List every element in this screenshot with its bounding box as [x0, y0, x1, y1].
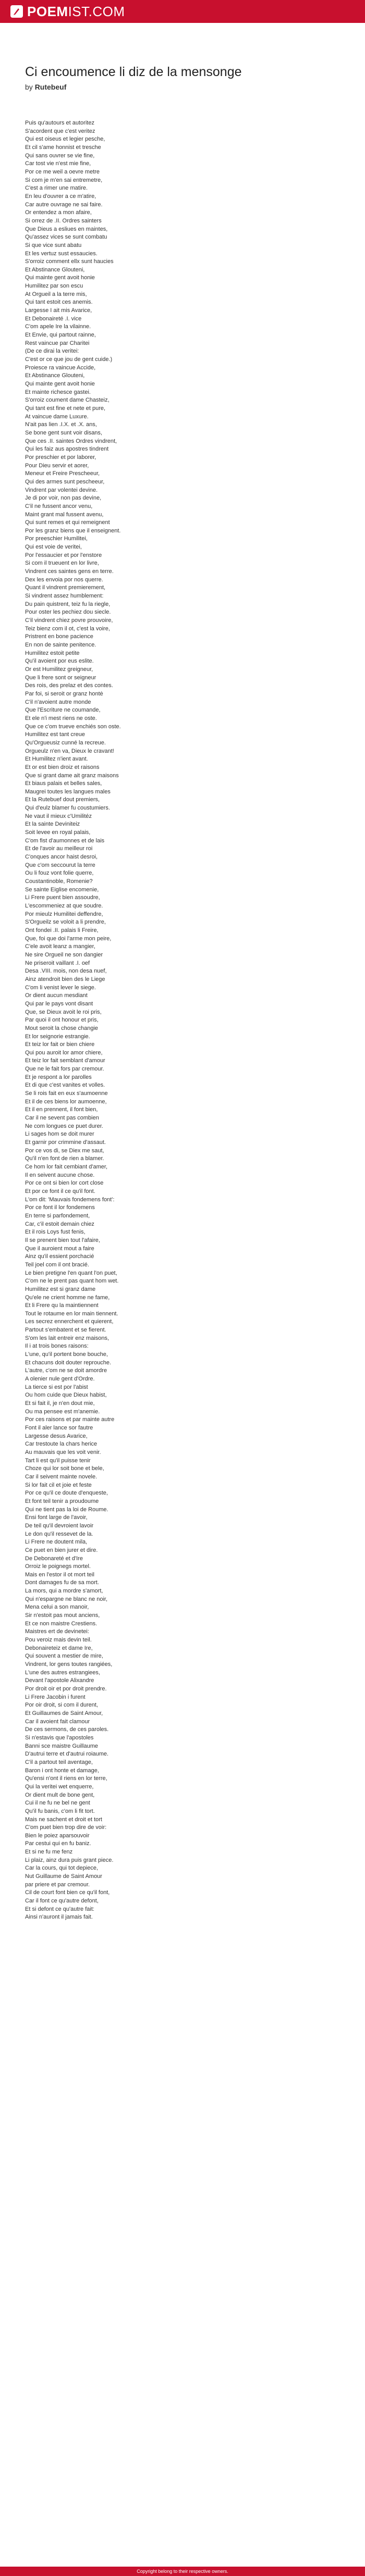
poem-line: Por preschier et por laborer, — [25, 454, 96, 461]
poem-line: Car il avoient fait clamour — [25, 1718, 90, 1725]
poem-line: Les secrez ennerchent et quierent, — [25, 1318, 114, 1325]
poem-line: Il se prenent bien tout l'afaire, — [25, 1237, 100, 1243]
poem-line: C'om puet bien trop dire de voir: — [25, 1824, 107, 1831]
poem-line: Que ne le fait fors par cremour. — [25, 1066, 104, 1073]
poem-line: En non de sainte penitence. — [25, 642, 96, 648]
poem-line: Qui mainte gent avoit honie — [25, 381, 95, 387]
poem-line: Pour oster les pechiez dou siecle. — [25, 609, 111, 616]
poem-line: Choze qui lor soit bone et bele, — [25, 1465, 104, 1472]
poem-line: Cui il ne fu ne bel ne gent — [25, 1800, 90, 1807]
poem-line: Vindrent par volentei devine. — [25, 487, 98, 493]
byline — [25, 83, 340, 91]
poem-line: Qui par le pays vont disant — [25, 1000, 93, 1007]
poem-line: Por l'essaucier et por l'enstore — [25, 552, 102, 558]
poem-line: Qu'il avoient por eus eslite. — [25, 658, 94, 665]
poem-line: Por preeschier Humilitei, — [25, 536, 88, 542]
poem-line: Proiesce ra vaincue Accide, — [25, 364, 96, 371]
poem-line: Et teiz lor fait semblant d'amour — [25, 1057, 105, 1064]
poem-line: S'acordent que c'est veritez — [25, 128, 95, 134]
poem-line: Ce hom lor fait cembiant d'amer, — [25, 1164, 108, 1170]
by-label: by — [25, 83, 33, 91]
poem-line: De teil qu'il devroient lavoir — [25, 1522, 94, 1529]
poem-line: Et si ne fu me fenz — [25, 1849, 73, 1856]
poem-line: Qu'ele ne crient homme ne fame, — [25, 1294, 110, 1301]
poem-line: Ne sire Orgueil ne son dangier — [25, 951, 103, 958]
poem-line: Du pain quistrent, teiz fu la riegle, — [25, 601, 111, 607]
poem-line: Por mieulz Humilitei deffendre, — [25, 911, 103, 917]
logo-light: IST.COM — [68, 3, 125, 19]
poem-line: C'om fist d'aumonnes et de lais — [25, 837, 105, 844]
poem-line: D'autrui terre et d'autrui roiaume. — [25, 1751, 109, 1758]
poem-line: Et Guillaumes de Saint Amour, — [25, 1710, 103, 1716]
poem-line: Qu'Orgueusiz cunné la recreue. — [25, 739, 106, 746]
poem-line: Et font teil tenir a proudoume — [25, 1498, 99, 1504]
poem-line: Humilitez est si granz dame — [25, 1286, 96, 1292]
poem-line: Se sainte Eiglise encomenie, — [25, 886, 99, 893]
poem-line: Por droit oir et por droit prendre. — [25, 1686, 107, 1692]
poem-line: Et di que c'est vanites et volles. — [25, 1082, 105, 1089]
poem-line: Bien le poiez aparsouvoir — [25, 1832, 90, 1839]
poem-line: par priere et par cremour. — [25, 1881, 90, 1888]
poem-line: Coustantinoble, Romenie? — [25, 878, 93, 885]
poem-line: Et ele n'i mest riens ne oste. — [25, 715, 97, 721]
poem-line: Debonaireteiz et dame Ire, — [25, 1645, 93, 1651]
poem-line: Dont damages fu de sa mort. — [25, 1579, 99, 1586]
poem-line: C'il a partout teil aventage, — [25, 1759, 93, 1765]
poem-line: L'une des autres estrangiees, — [25, 1669, 100, 1676]
poem-line: C'om apele Ire la vilainne. — [25, 323, 91, 330]
poem-line: Or dient mult de bone gent, — [25, 1791, 95, 1798]
poem-line: La mors, qui a mordre s'amort, — [25, 1588, 103, 1595]
poem-line: Qui des armes sunt pescheeur, — [25, 478, 105, 485]
poem-line: Ou li fouz vont folie querre, — [25, 870, 94, 877]
poem-line: Et Humilitez n'ient avant. — [25, 756, 88, 763]
poem-line: C'il n'avoient autre monde — [25, 699, 91, 705]
poem-line: Qui ne tient pas la loi de Roume. — [25, 1506, 108, 1513]
poem-line: Et la Rutebuef dout premiers, — [25, 797, 100, 803]
poem-line: C'il ne fussent ancor venu, — [25, 503, 93, 509]
poem-line: Maugrei toutes les langues males — [25, 788, 111, 795]
poem-line: Si orrez de .II. Ordres sainters — [25, 217, 102, 224]
poem-line: Et li Frere qu la maintiennent — [25, 1302, 99, 1309]
poem-line: Qui sunt remes et qui remeignent — [25, 519, 110, 526]
poem-line: Des rois, des prelaz et des contes. — [25, 682, 113, 689]
poem-line: Car il seivent mainte novele. — [25, 1473, 98, 1480]
poem-line: Maistres ert de devinetei: — [25, 1628, 89, 1635]
poem-line: Il i at trois bones raisons: — [25, 1343, 89, 1350]
poem-line: Font il aler lance sor fautre — [25, 1425, 93, 1431]
poem-line: Et de l'avoir au meilleur roi — [25, 845, 93, 852]
poem-line: Et je respont a lor parolles — [25, 1074, 92, 1080]
poem-line: Nut Guillaume de Saint Amour — [25, 1873, 102, 1880]
poem-line: Puis qu'autours et autoritez — [25, 120, 94, 126]
poem-line: Car il ne sevent pas combien — [25, 1115, 99, 1122]
poem-line: C'ele avoit leanz a mangier, — [25, 943, 95, 950]
poem-line: De Debonareté et d'Ire — [25, 1555, 83, 1562]
poem-line: Humilitez estoit petite — [25, 650, 80, 656]
poem-line: Dex les envoia por nos querre. — [25, 576, 103, 583]
poem-line: Ainz atendroit bien des le Liege — [25, 976, 105, 982]
poem-line: Li Frere puent bien assoudre, — [25, 894, 100, 901]
quill-icon[interactable] — [10, 5, 23, 18]
poem-line: Mena celui a son manoir, — [25, 1604, 89, 1611]
poem-line: Se li rois fait en eux s'aumoenne — [25, 1090, 108, 1097]
poem-line: Qui la veritei wet enquerre, — [25, 1783, 94, 1790]
poem-line: Qui tant estoit ces anemis. — [25, 299, 93, 306]
author-link[interactable]: Rutebeuf — [34, 83, 67, 91]
poem-line: Si que vice sunt abatu — [25, 242, 82, 248]
poem-line: Et il en prennent, il font bien, — [25, 1106, 98, 1113]
copyright-text: Copyright belong to their respective owners. — [137, 2569, 228, 2574]
poem-line: Mais en l'estor il ot mort teil — [25, 1571, 94, 1578]
poem-line: (De ce dirai la veritei: — [25, 348, 79, 355]
poem-line: Cil de court font bien ce qu'il font, — [25, 1889, 110, 1896]
poem-line: Li Frere ne doutent mila, — [25, 1539, 88, 1546]
poem-line: Et il de ces biens lor aumoenne, — [25, 1098, 107, 1105]
poem-line: C'om li venist lever le siege. — [25, 984, 96, 991]
poem-line: Et il rois Loys fust fenis, — [25, 1229, 86, 1236]
poem-line: Banni sce maistre Guillaume — [25, 1743, 99, 1749]
poem-line: Qui n'espargne ne blanc ne noir, — [25, 1596, 108, 1602]
poem-line: Et les vertuz sust essaucies. — [25, 250, 98, 257]
poem-line: Car tost vie n'est mie fine, — [25, 160, 91, 167]
poem-line: Li Frere Jacobin i furent — [25, 1694, 86, 1700]
poem-line: Orgueulz n'en va, Dieux le cravant! — [25, 748, 114, 754]
poem-line: Car autre ouvrage ne sai faire. — [25, 201, 103, 208]
poem-line: Por ce ont si bien lor cort close — [25, 1180, 104, 1187]
poem-line: A olenier nule gent d'Ordre. — [25, 1376, 95, 1383]
poem-line: Si com je m'en sai entremetre, — [25, 177, 103, 183]
poem-container — [0, 23, 365, 1922]
poem-line: Sir n'estoit pas mout anciens, — [25, 1612, 100, 1619]
poem-line: Et Debonaireté .I. vice — [25, 315, 82, 322]
poem-line: Por ce me weil a oevre metre — [25, 168, 100, 175]
poem-line: Quant il vindrent premierement, — [25, 584, 106, 591]
poem-line: L'une, qu'il portent bone bouche, — [25, 1351, 108, 1358]
poem-line: Humilitez par son escu — [25, 283, 83, 290]
poem-line: C'est a rimer une matire. — [25, 185, 88, 192]
poem-line: Qu'il fu banis, c'om li fit tort. — [25, 1808, 95, 1814]
poem-line: Qui les faiz aus apostres tindrent — [25, 446, 109, 453]
poem-line: Por ce qu'il ce doute d'enqueste, — [25, 1490, 108, 1497]
poem-line: Et si defont ce qu'autre fait: — [25, 1906, 94, 1912]
poem-line: Et Abstinance Glouteni, — [25, 372, 85, 379]
poem-line: Et si fait il, je n'en dout mie, — [25, 1400, 95, 1407]
site-logo[interactable] — [27, 4, 125, 20]
poem-line: Humilitez est tant creue — [25, 731, 85, 738]
poem-line: Car, c'il estoit demain chiez — [25, 1221, 94, 1227]
poem-line: Le bien pretigne l'en quant l'on puet, — [25, 1270, 117, 1276]
poem-line: Que, foi que doi l'arme mon peire, — [25, 935, 112, 942]
poem-line: Qui souvent a mestier de mire, — [25, 1653, 103, 1660]
poem-line: Or dient aucun mesdiant — [25, 992, 88, 999]
poem-line: Car trestoute la chars herice — [25, 1441, 98, 1448]
poem-line: Et por ce font il ce qu'il font. — [25, 1188, 95, 1194]
poem-line: L'om dit: 'Mauvais fondemens font': — [25, 1196, 115, 1203]
poem-line: Et ce non maistre Crestiens. — [25, 1620, 98, 1627]
poem-line: Qui d'eulz blamer fu coustumiers. — [25, 805, 110, 812]
poem-line: Et or est bien droiz et raisons — [25, 764, 100, 770]
poem-line: Que c'om seccourut la terre — [25, 862, 95, 868]
poem-line: Et cil s'ame honnist et tresche — [25, 144, 101, 151]
poem-line: Ne vaut il mieux c'Umilitéz — [25, 813, 92, 819]
poem-line: Qu'il n'en font de rien a blamer. — [25, 1155, 104, 1162]
poem-line: Ainz qu'il essient porchacié — [25, 1253, 94, 1260]
poem-line: Et lor seignorie estrangie. — [25, 1033, 90, 1040]
poem-line: Pristrent en bone pacience — [25, 633, 93, 640]
poem-title: Ci encoumence li diz de la mensonge — [25, 65, 242, 79]
poem-line: Orroiz le poignegs mortel. — [25, 1563, 91, 1570]
poem-line: Desa .VIII. mois, non desa nuef, — [25, 968, 107, 975]
poem-line: Baron i ont honte et damage, — [25, 1767, 99, 1774]
poem-line: C'om ne le prent pas quant hom wet. — [25, 1278, 119, 1285]
poem-line: Largesse desus Avarice, — [25, 1433, 88, 1439]
poem-line: Que Dieus a esliues en maintes, — [25, 226, 108, 232]
poem-line: Ce puet en bien jurer et dire. — [25, 1547, 98, 1553]
poem-line: Le don qu'il ressevet de la. — [25, 1530, 93, 1537]
poem-line: Partout s'embatent et se fierent. — [25, 1327, 106, 1334]
poem-line: Soit levee en royal palais, — [25, 829, 91, 836]
poem-line: Ainsi n'auront il jamais fait. — [25, 1914, 93, 1921]
poem-line: S'orroiz comment ellx sunt haucies — [25, 258, 114, 265]
poem-line: Se bone gent sunt voir disans, — [25, 429, 102, 436]
poem-line: At vaincue dame Luxure. — [25, 413, 89, 420]
poem-line: C'est or ce que jou de gent cuide.) — [25, 356, 113, 363]
poem-line: C'il vindrent chiez povre prouvoire, — [25, 617, 113, 624]
poem-line: Et garnir por crimmine d'assaut. — [25, 1139, 106, 1146]
site-header — [0, 0, 365, 23]
poem-line: Ont fondei .II. palais li Freire, — [25, 927, 99, 934]
poem-line: Meneur et Freire Prescheeur, — [25, 470, 100, 477]
poem-line: Maint grant mal fussent avenu, — [25, 511, 104, 518]
poem-line: Largesse I ait mis Avarice, — [25, 307, 92, 314]
poem-line: At Orgueil a la terre mis, — [25, 291, 87, 297]
poem-line: Que si grant dame ait granz maisons — [25, 772, 119, 779]
poem-line: Que l'Escriture ne coumande, — [25, 707, 101, 714]
poem-line: Qui mainte gent avoit honie — [25, 275, 95, 281]
poem-line: Car la cours, qui tot depiece, — [25, 1865, 99, 1872]
poem-line: Au mauvais que les voit venir. — [25, 1449, 101, 1455]
poem-line: Que il auroient mout a faire — [25, 1245, 94, 1252]
poem-line: Si n'estavis que l'apostoles — [25, 1734, 94, 1741]
poem-line: Et Envie, qui partout rainne, — [25, 332, 96, 339]
poem-line: Li sages hom se doit murer — [25, 1131, 94, 1138]
poem-line: Je di por voir, non pas devine, — [25, 495, 102, 502]
poem-line: S'om les lait entreir enz maisons, — [25, 1335, 110, 1341]
poem-line: Mais ne sachent et droit et tort — [25, 1816, 102, 1823]
logo-bold: POEM — [27, 3, 68, 19]
poem-line: Vindrent ces saintes gens en terre. — [25, 568, 114, 575]
poem-line: Que li frere sont or seigneur — [25, 674, 96, 681]
poem-line: Por les granz biens que il enseignent. — [25, 527, 121, 534]
poem-line: L'autre, c'om ne se doit amordre — [25, 1367, 107, 1374]
poem-line: Pour Dieu servir et aorer, — [25, 462, 89, 469]
poem-line: Et Abstinance Glouteni, — [25, 266, 85, 273]
poem-line: N'ait pas lien .I.X. et .X. ans, — [25, 421, 97, 428]
poem-line: En terre si parfondement, — [25, 1212, 90, 1219]
poem-line: Devant l'apostole Alixandre — [25, 1677, 94, 1684]
poem-line: L'escommeniez at que soudre. — [25, 903, 103, 909]
poem-line: Teiz bienz com il ot, c'est la voire, — [25, 625, 110, 632]
poem-line: Et chacuns doit douter reprouche. — [25, 1359, 112, 1366]
poem-line: Li plaiz, ainz dura puis grant piece. — [25, 1857, 114, 1863]
poem-line: S'Orgueilz se voloit a li prendre, — [25, 919, 106, 926]
poem-line: Ou ma pensee est m'anemie. — [25, 1408, 100, 1415]
site-footer — [0, 2567, 365, 2576]
poem-line: Si lor fait cil et joie et feste — [25, 1482, 92, 1488]
poem-line: Por oir droit, si com il durent, — [25, 1702, 98, 1709]
poem-line: Qui pou auroit lor amor chiere, — [25, 1049, 103, 1056]
poem-line: Que ce c'om trueve enchiés son oste. — [25, 723, 121, 730]
poem-line: Et biaus palais et belles sales, — [25, 780, 102, 787]
poem-line: Vindrent, lor gens toutes rangiées, — [25, 1661, 113, 1668]
poem-line: C'onques ancor haist desroi, — [25, 854, 98, 861]
poem-line: Par quoi il ont honour et pris, — [25, 1017, 99, 1024]
poem-line: Qui est voie de veritei, — [25, 544, 82, 551]
poem-line: La tierce si est por l'abist — [25, 1384, 88, 1390]
poem-line: Qui sans ouvrer se vie fine, — [25, 152, 95, 159]
poem-line: Qui tant est fine et nete et pure, — [25, 405, 106, 412]
poem-line: Por ce vos di, se Diex me saut, — [25, 1147, 104, 1154]
poem-line: Que, se Dieux avoit le roi pris, — [25, 1009, 102, 1015]
poem-line: Et teiz lor fait or bien chiere — [25, 1041, 95, 1048]
poem-line: Par cestui qui en fu baniz. — [25, 1840, 91, 1847]
poem-line: Par foi, si seroit or granz hontė — [25, 690, 103, 697]
poem-line: Et la sainte Deviniteiz — [25, 821, 80, 828]
poem-line: En leu d'ouvrer a ce m'atire, — [25, 193, 96, 200]
poem-line: Tart li est qu'il puisse tenir — [25, 1457, 91, 1464]
poem-line: Ou hom cuide que Dieux habist, — [25, 1392, 107, 1399]
poem-line: Qui est oiseus et legier pesche, — [25, 136, 105, 143]
poem-line: Ensi font large de l'avoir, — [25, 1514, 88, 1521]
poem-line: Rest vaincue par Charitei — [25, 340, 90, 346]
poem-line: Il en seivent aucune chose. — [25, 1172, 95, 1178]
poem-line: Tout le rotaume en lor main tiennent. — [25, 1310, 118, 1317]
poem-line: Et mainte richesce gastei. — [25, 389, 91, 395]
poem-line: Mout seroit la chose changie — [25, 1025, 99, 1031]
poem-line: Ne priseroit vaillant .I. oef — [25, 960, 90, 966]
poem-line: De ces sermons, de ces paroles. — [25, 1726, 109, 1733]
poem-line: Car il font ce qu'autre defont, — [25, 1898, 99, 1905]
poem-line: Si com il trueuent en lor livre, — [25, 560, 99, 567]
poem-line: Teil joel com il ont bracié. — [25, 1261, 89, 1268]
poem-body — [25, 119, 340, 1922]
poem-line: S'orroiz coument dame Chasteiz, — [25, 397, 110, 404]
poem-line: Si vindrent assez humblement: — [25, 593, 104, 600]
poem-line: Por ce font il lor fondemens — [25, 1204, 95, 1211]
poem-line: Que ces .II. saintes Ordres vindrent, — [25, 438, 117, 444]
poem-line: Qu'ensi n'ont il riens en lor terre, — [25, 1775, 107, 1782]
poem-line: Por ces raisons et par mainte autre — [25, 1416, 115, 1423]
poem-line: Ne com longues ce puet durer. — [25, 1123, 103, 1129]
poem-line: Or entendez a mon afaire, — [25, 209, 92, 216]
poem-line: Or est Humilitez greigneur, — [25, 666, 93, 673]
poem-line: Qu'assez vices se sunt combatu — [25, 234, 107, 241]
poem-line: Pou veroiz mais devin teil. — [25, 1637, 92, 1644]
